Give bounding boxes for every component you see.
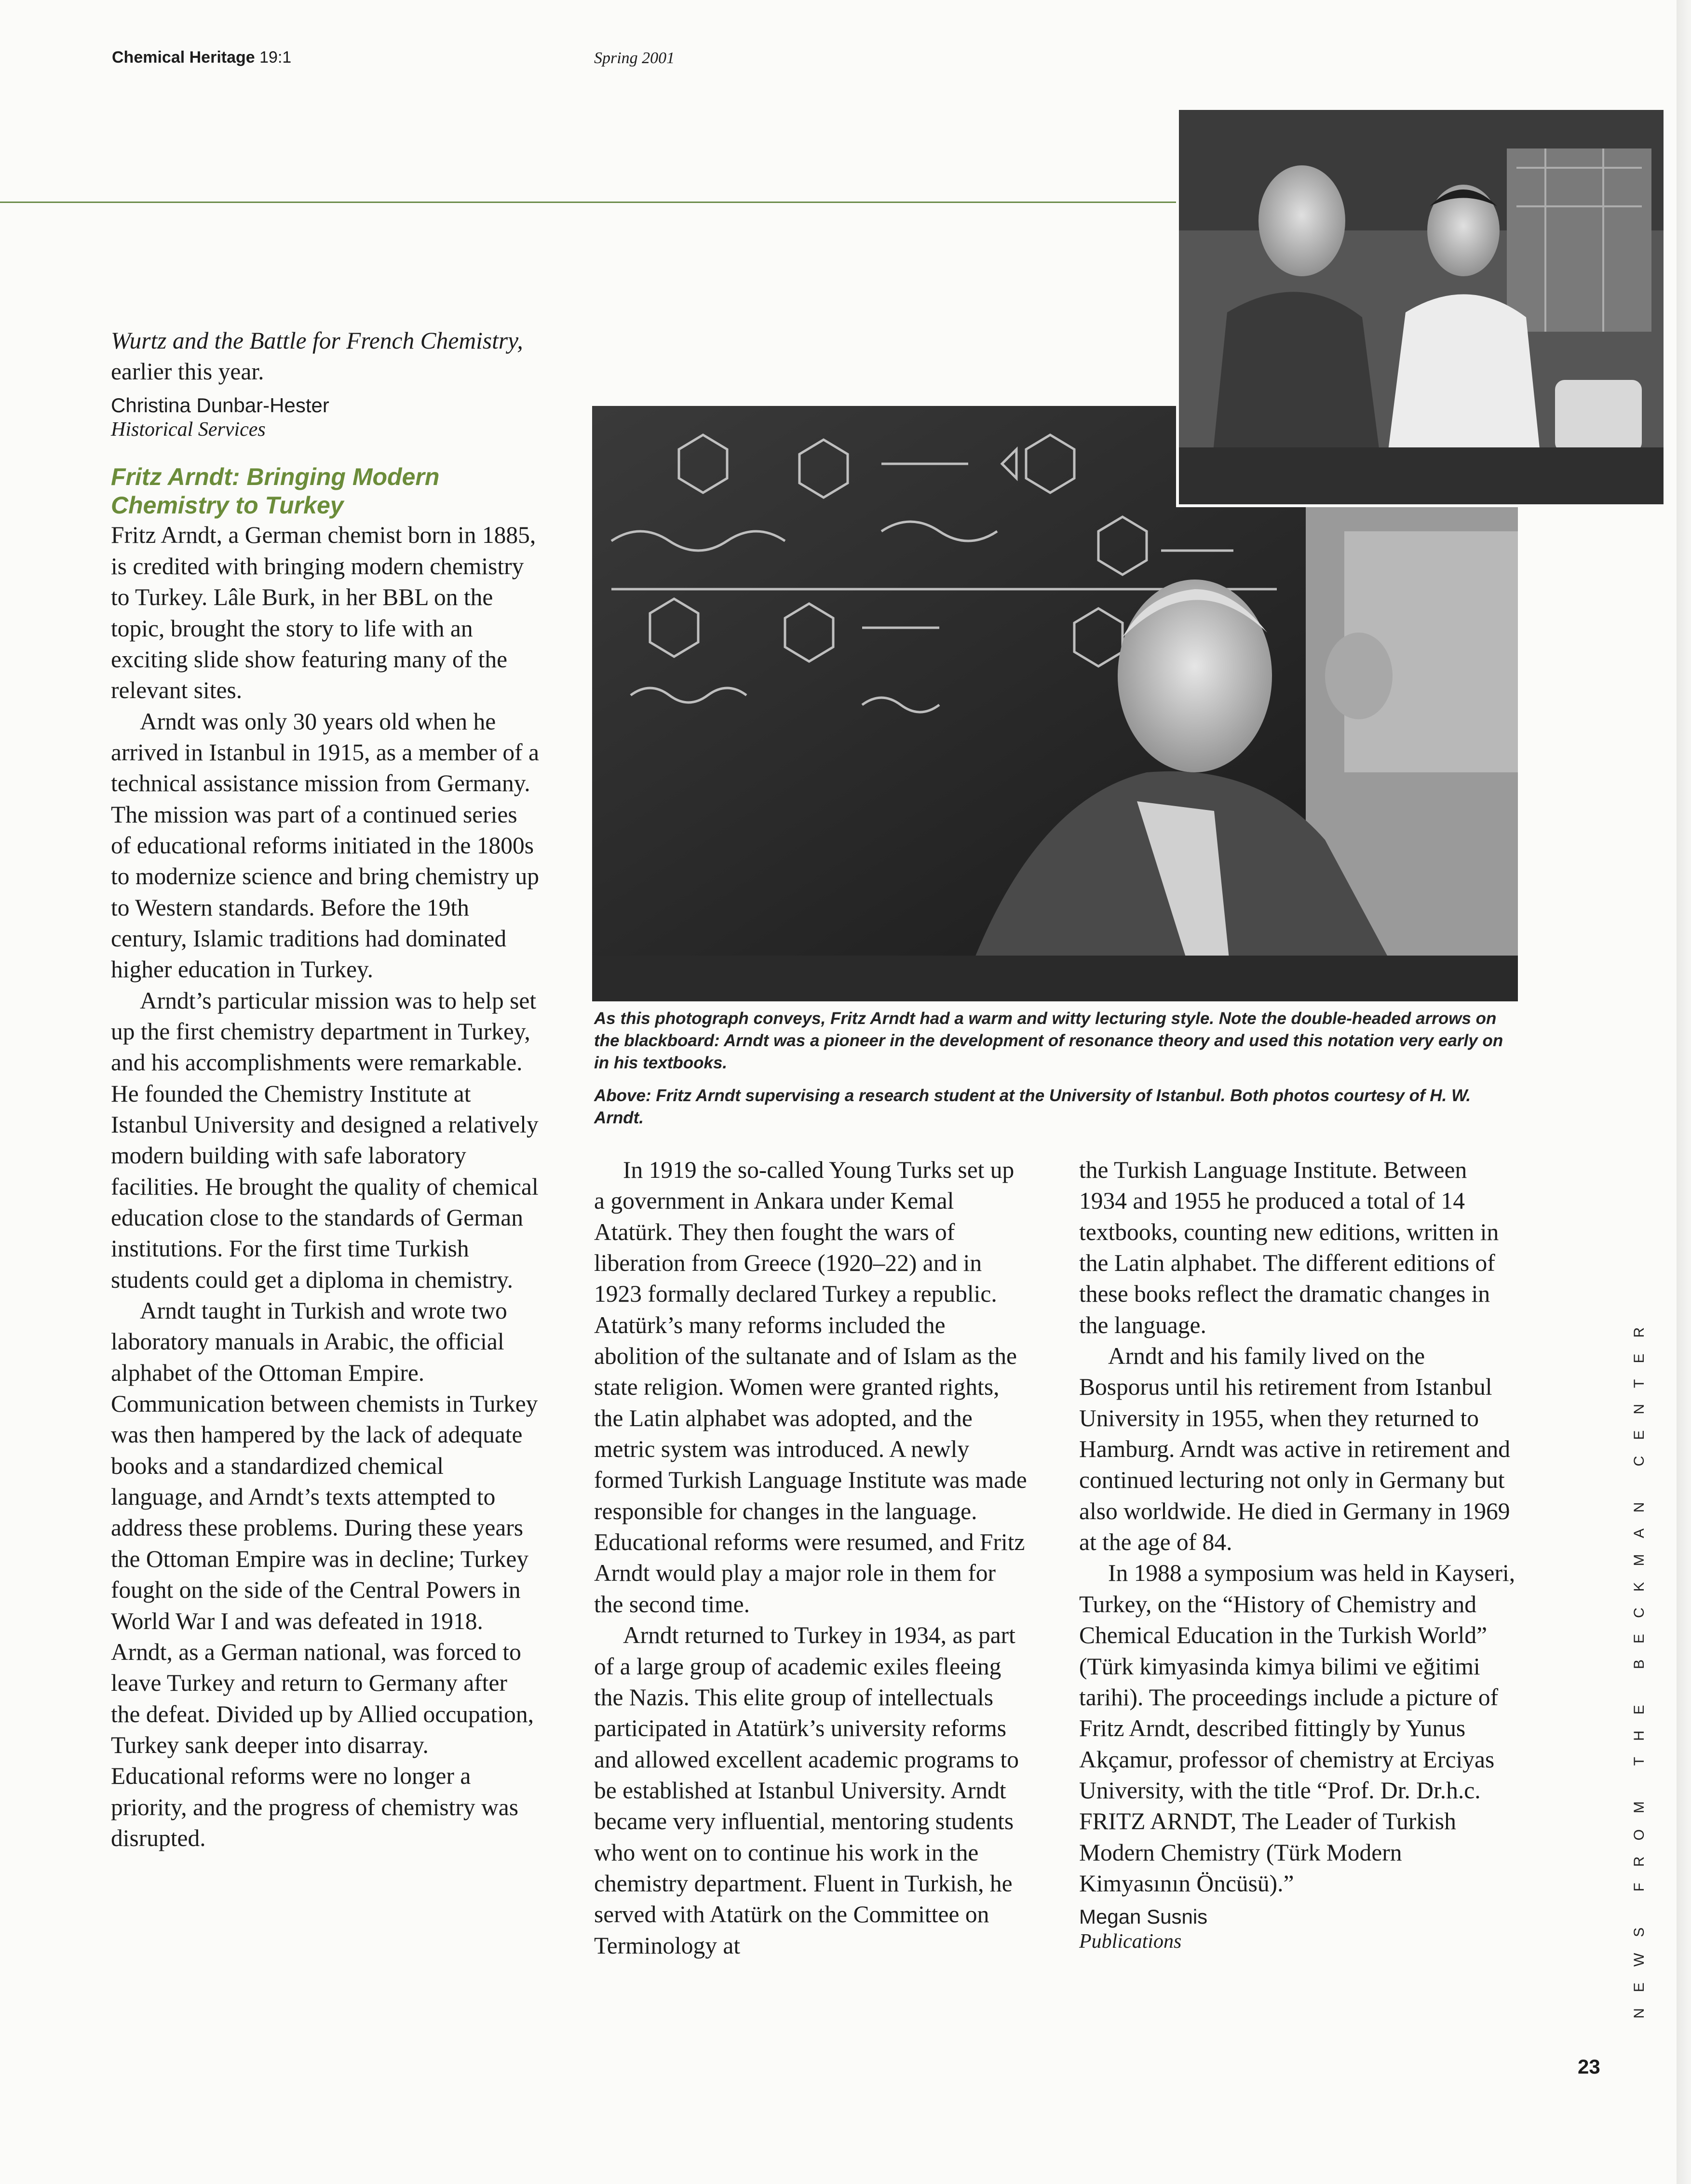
section-label-vertical: NEWS FROM THE BECKMAN CENTER [1631, 1311, 1647, 2019]
intro-rest: earlier this year. [111, 358, 264, 385]
byline-author-1: Christina Dunbar-Hester [111, 393, 329, 417]
article-paragraph: Arndt taught in Turkish and wrote two laboratory manuals in Arabic, the official alphabet of the Ottoman Empire. Communication between chemists in Turkey was then hampered by the lack of adequate books and a standardized chemical language, and Arndt’s texts attempted to address these problems. During these years the Ottoman Empire was in decline; Turkey fought on the side of the Central Powers in World War I and was defeated in 1918. Arndt, as a German national, was forced to leave Turkey and return to Germany after the defeat. Divided up by Allied occupation, Turkey sank deeper into disarray. Educational reforms were no longer a priority, and the progress of chemistry was disrupted. [111, 1297, 538, 1851]
column-2 [594, 1155, 1030, 1961]
byline-author-2: Megan Susnis [1079, 1905, 1208, 1928]
byline-department-1: Historical Services [111, 418, 266, 441]
photo-caption-above: Above: Fritz Arndt supervising a research student at the University of Istanbul. Both photos courtesy of H. W. Arndt. [594, 1086, 1471, 1128]
article-paragraph: In 1919 the so-called Young Turks set up a government in Ankara under Kemal Atatürk. They then fought the wars of liberation from Greece (1920–22) and in 1923 formally declared Turkey a republic. Atatürk’s many reforms included the abolition of the sultanate and of Islam as the state religion. Women were granted rights, the Latin alphabet was adopted, and the metric system was introduced. A newly formed Turkish Language Institute was made responsible for changes in the language. Educational reforms were resumed, and Fritz Arndt would play a major role in them for the second time. [594, 1157, 1027, 1618]
article-paragraph: Arndt returned to Turkey in 1934, as part of a large group of academic exiles fleeing the Nazis. This elite group of intellectuals participated in Atatürk’s university reforms and allowed excellent academic programs to be established at Istanbul University. Arndt became very influential, mentoring students who went on to continue his work in the chemistry department. Fluent in Turkish, he served with Atatürk on the Committee on Terminology at [594, 1622, 1019, 1959]
column-1 [111, 325, 540, 1854]
running-header-season: Spring 2001 [594, 49, 675, 67]
article-paragraph: Arndt’s particular mission was to help set up the first chemistry department in Turkey, and his accomplishments were remarkable. He founded the Chemistry Institute at Istanbul University and designed a relatively modern building with safe laboratory facilities. He brought the quality of chemical education close to the standards of German institutions. For the first time Turkish students could get a diploma in chemistry. [111, 987, 539, 1293]
byline-department-2: Publications [1079, 1930, 1182, 1953]
photo-arndt-supervising-image [1179, 110, 1664, 504]
article-paragraph: In 1988 a symposium was held in Kayseri, Turkey, on the “History of Chemistry and Chemical Education in the Turkish World” (Türk kimyasinda kimya bilimi ve eğitimi tarihi). The proceedings include a picture of Fritz Arndt, described fittingly by Yunus Akçamur, professor of chemistry at Erciyas University, with the title “Prof. Dr. Dr.h.c. FRITZ ARNDT, The Leader of Turkish Modern Chemistry (Türk Modern Kimyasının Öncüsü).” [1079, 1560, 1515, 1897]
page-edge-shadow [1677, 0, 1691, 2184]
article-paragraph: Fritz Arndt, a German chemist born in 1885, is credited with bringing modern chemistry to Turkey. Lâle Burk, in her BBL on the topic, brought the story to life with an exciting slide show featuring many of the relevant sites. [111, 522, 536, 704]
book-title: Wurtz and the Battle for French Chemistry, [111, 327, 523, 354]
photo-arndt-supervising [1179, 110, 1664, 504]
article-paragraph: Arndt and his family lived on the Bosporus until his retirement from Istanbul University in 1955, when they returned to Hamburg. Arndt was active in retirement and continued lecturing not only in Germany but also worldwide. He died in Germany in 1969 at the age of 84. [1079, 1343, 1510, 1556]
article-paragraph: the Turkish Language Institute. Between 1934 and 1955 he produced a total of 14 textbooks, counting new editions, written in the Latin alphabet. The different editions of these books reflect the dramatic changes in the language. [1079, 1157, 1499, 1338]
photo-caption-main: As this photograph conveys, Fritz Arndt had a warm and witty lecturing style. Note the double-headed arrows on the blackboard: Arndt was a pioneer in the development of resonance theory and used this notation very early on in his textbooks. [594, 1009, 1503, 1073]
running-header-journal [112, 48, 291, 67]
page-number: 23 [1578, 2055, 1600, 2078]
journal-issue: 19:1 [259, 48, 292, 67]
header-rule [0, 202, 1179, 203]
column-3 [1079, 1155, 1515, 1954]
intro-paragraph [111, 325, 540, 388]
article-title: Fritz Arndt: Bringing Modern Chemistry to Turkey [111, 463, 440, 519]
journal-name: Chemical Heritage [112, 48, 255, 67]
article-paragraph: Arndt was only 30 years old when he arrived in Istanbul in 1915, as a member of a technical assistance mission from Germany. The mission was part of a continued series of educational reforms initiated in the 1800s to modernize science and bring chemistry up to Western standards. Before the 19th century, Islamic traditions had dominated higher education in Turkey. [111, 708, 539, 983]
